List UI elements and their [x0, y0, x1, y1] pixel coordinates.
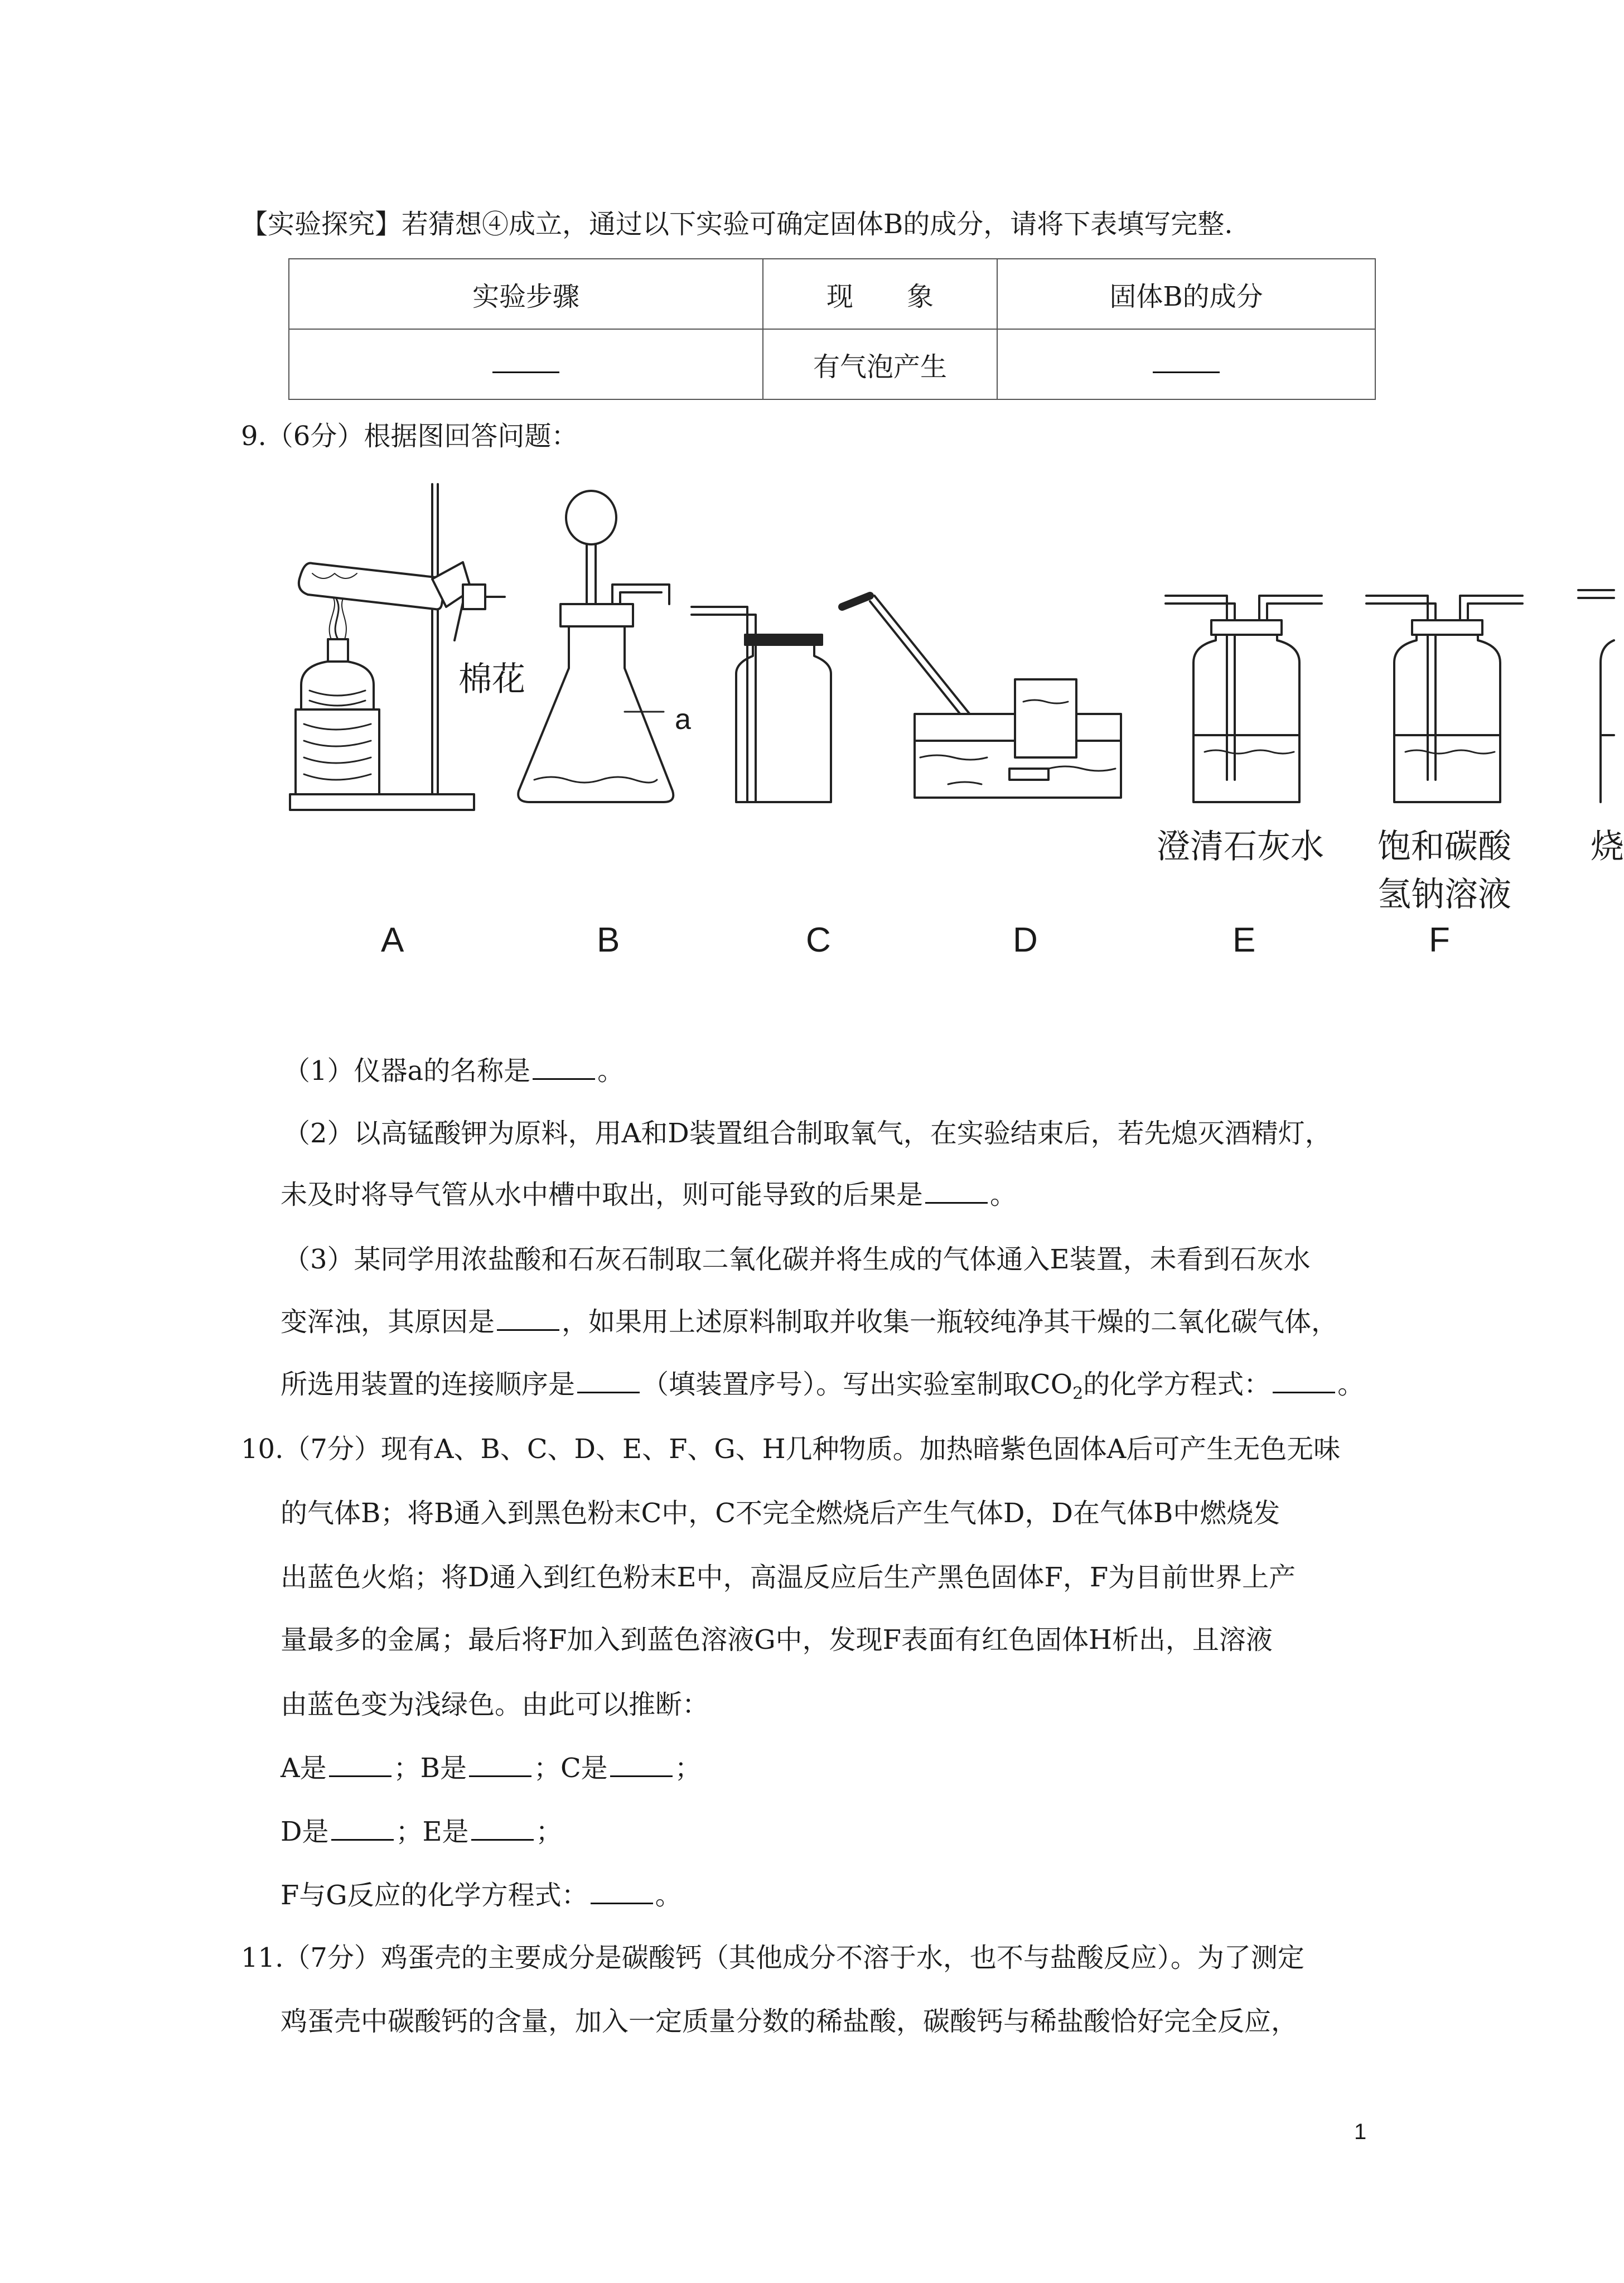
c-blank[interactable] [610, 1753, 673, 1777]
label-d: D [1013, 921, 1038, 959]
apparatus-c [692, 607, 831, 802]
q9-part2-end: 。 [990, 1179, 1017, 1210]
q9-part3-text-a: 变浑浊，其原因是 [281, 1306, 495, 1338]
q9-part3-blank-reason[interactable] [497, 1307, 559, 1331]
header-phenomenon: 现 象 [763, 259, 997, 329]
instrument-a-label: a [675, 703, 691, 736]
co2-subscript: 2 [1072, 1384, 1084, 1403]
label-a: A [381, 921, 404, 959]
q9-part3-end: 。 [1337, 1369, 1365, 1400]
q9-part2-line1: （2）以高锰酸钾为原料，用A和D装置组合制取氧气，在实验结束后，若先熄灭酒精灯， [283, 1118, 1332, 1149]
q9-part2-blank[interactable] [925, 1180, 988, 1204]
c-is-label: ；C是 [533, 1753, 608, 1784]
q9-part1-text: （1）仪器a的名称是 [283, 1055, 531, 1087]
q9-part3-blank-order[interactable] [577, 1369, 640, 1393]
q10-line3: 出蓝色火焰；将D通入到红色粉末E中，高温反应后生产黑色固体F，F为目前世界上产 [281, 1562, 1296, 1593]
f-caption-line1: 饱和碳酸 [1378, 827, 1511, 866]
q9-part1 [283, 1054, 624, 1088]
q9-part1-end: 。 [597, 1055, 625, 1087]
q9-part3-text-c: 所选用装置的连接顺序是 [281, 1369, 576, 1400]
label-f: F [1429, 921, 1450, 959]
q9-part3-text-e: 的化学方程式： [1083, 1369, 1271, 1400]
apparatus-f [1366, 596, 1522, 802]
apparatus-a [290, 484, 505, 810]
table-row [289, 329, 1375, 399]
q9-part1-blank[interactable] [533, 1056, 595, 1080]
q10-line4: 量最多的金属；最后将F加入到蓝色溶液G中，发现F表面有红色固体H析出，且溶液 [281, 1624, 1273, 1655]
q10-answer-fg [281, 1879, 682, 1912]
q10-answers-de [281, 1815, 563, 1848]
q10-line2: 的气体B；将B通入到黑色粉末C中，C不完全燃烧后产生气体D，D在气体B中燃烧发 [281, 1498, 1280, 1529]
a-blank[interactable] [329, 1753, 392, 1777]
de-sep: ； [535, 1816, 563, 1847]
cotton-label: 棉花 [458, 660, 525, 699]
intro-text: 【实验探究】若猜想④成立，通过以下实验可确定固体B的成分，请将下表填写完整. [241, 209, 1233, 240]
label-c: C [806, 921, 831, 959]
d-is-label: D是 [281, 1816, 329, 1847]
apparatus-d [842, 596, 1121, 798]
a-is-label: A是 [281, 1753, 327, 1784]
q9-part3-text-b: ，如果用上述原料制取并收集一瓶较纯净其干燥的二氧化碳气体， [562, 1306, 1338, 1338]
q9-part3-text-d: （填装置序号）。写出实验室制取CO [642, 1369, 1073, 1400]
apparatus-g-partial [1578, 590, 1614, 802]
g-caption-partial: 烧 [1591, 827, 1624, 866]
apparatus-e [1166, 596, 1322, 802]
f-caption-line2: 氢钠溶液 [1378, 875, 1511, 914]
d-blank[interactable] [331, 1817, 394, 1841]
e-caption: 澄清石灰水 [1157, 827, 1324, 866]
q9-title: 9.（6分）根据图回答问题： [241, 421, 578, 452]
b-is-label: ；B是 [393, 1753, 467, 1784]
page-number: 1 [1354, 2120, 1367, 2144]
q11-line1: 11.（7分）鸡蛋壳的主要成分是碳酸钙（其他成分不溶于水，也不与盐酸反应）。为了测定 [241, 1942, 1304, 1973]
label-e: E [1232, 921, 1256, 959]
cell-steps-blank[interactable] [289, 329, 763, 399]
apparatus-b [518, 491, 673, 802]
experiment-table [288, 258, 1376, 400]
fg-label: F与G反应的化学方程式： [281, 1880, 588, 1911]
fg-blank[interactable] [591, 1880, 653, 1904]
q10-line5: 由蓝色变为浅绿色。由此可以推断： [281, 1689, 709, 1720]
e-is-label: ；E是 [395, 1816, 469, 1847]
label-b: B [597, 921, 620, 959]
fg-end: 。 [655, 1880, 682, 1911]
q9-part3-line2 [281, 1305, 1338, 1339]
cell-composition-blank[interactable] [997, 329, 1375, 399]
q9-part2-text: 未及时将导气管从水中槽中取出，则可能导致的后果是 [281, 1179, 924, 1210]
q10-line1: 10.（7分）现有A、B、C、D、E、F、G、H几种物质。加热暗紫色固体A后可产生无色无味 [241, 1433, 1341, 1465]
e-blank[interactable] [471, 1817, 534, 1841]
q9-part2-line2 [281, 1178, 1017, 1212]
abc-sep: ； [674, 1753, 702, 1784]
b-blank[interactable] [469, 1753, 531, 1777]
table-header-row [289, 259, 1375, 329]
cell-phenomenon: 有气泡产生 [763, 329, 997, 399]
q9-part3-line1: （3）某同学用浓盐酸和石灰石制取二氧化碳并将生成的气体通入E装置，未看到石灰水 [283, 1244, 1311, 1275]
header-steps: 实验步骤 [289, 259, 763, 329]
q11-line2: 鸡蛋壳中碳酸钙的含量，加入一定质量分数的稀盐酸，碳酸钙与稀盐酸恰好完全反应， [281, 2006, 1298, 2037]
header-composition: 固体B的成分 [997, 259, 1375, 329]
q9-part3-line3 [281, 1368, 1364, 1411]
q10-answers-abc [281, 1751, 702, 1785]
q9-part3-blank-equation[interactable] [1273, 1369, 1335, 1393]
